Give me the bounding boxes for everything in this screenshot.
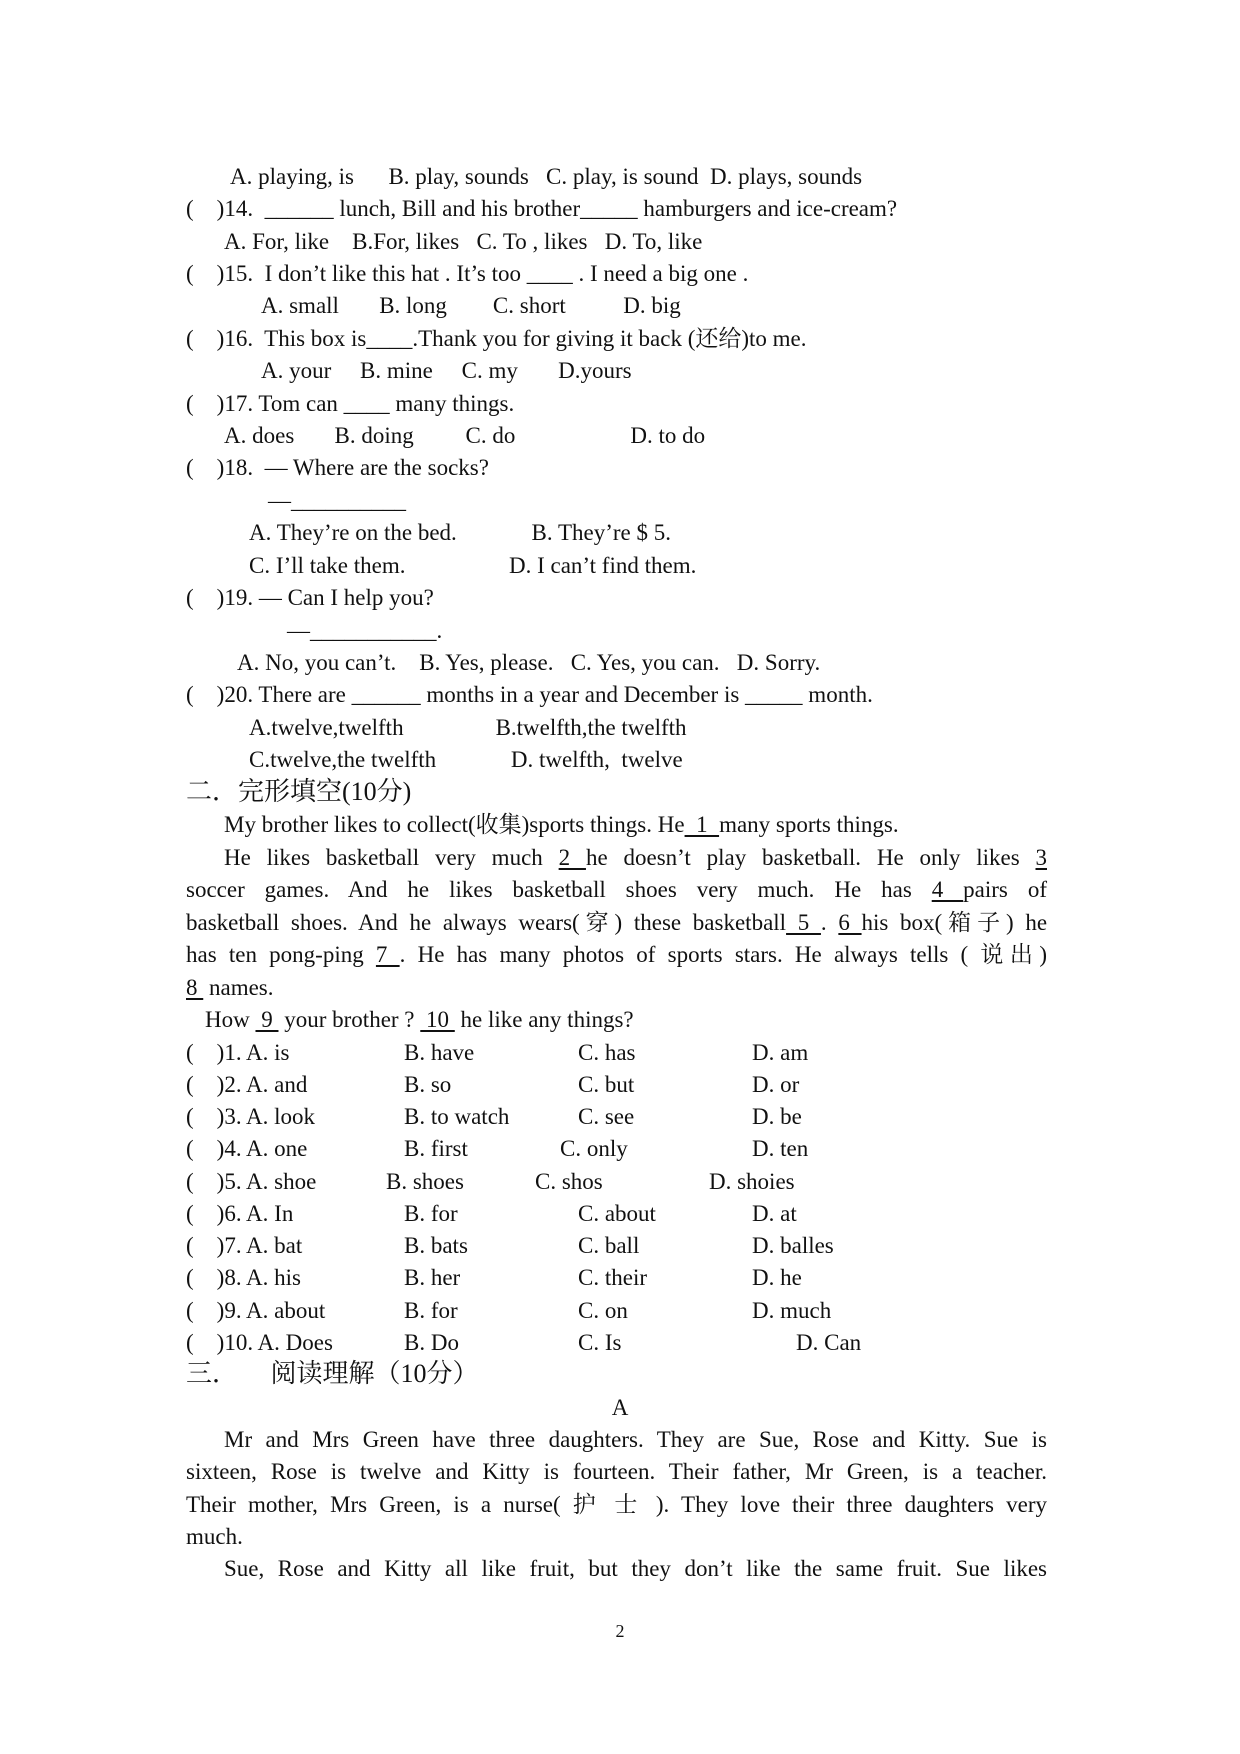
cloze-opt-10-c: C. Is <box>578 1330 622 1355</box>
q15-stem: ( )15. I don’t like this hat . It’s too ____ . I need a big one . <box>186 261 749 286</box>
passage-label: A <box>611 1395 629 1420</box>
cloze-opt-4-b: B. first <box>404 1136 468 1161</box>
blank-6: 6 <box>838 910 862 935</box>
cloze-opt-9-a: ( )9. A. about <box>186 1298 326 1323</box>
cloze-opt-2-c: C. but <box>578 1072 635 1097</box>
cloze-line-7: How 9 your brother ? 10 he like any things? <box>205 1007 634 1032</box>
blank-2: 2 <box>558 845 586 870</box>
q17-options: A. does B. doing C. do D. to do <box>224 423 706 448</box>
reading-line-1: Mr and Mrs Green have three daughters. They are Sue, Rose and Kitty. Sue is <box>224 1427 1047 1452</box>
q15-options: A. small B. long C. short D. big <box>261 293 681 318</box>
section2-title: 二．完形填空(10分) <box>186 777 412 806</box>
cloze-opt-3-a: ( )3. A. look <box>186 1104 316 1129</box>
cloze-opt-5-a: ( )5. A. shoe <box>186 1169 317 1194</box>
q14-options: A. For, like B.For, likes C. To , likes D. To, like <box>224 229 703 254</box>
cloze-opt-9-b: B. for <box>404 1298 458 1323</box>
cloze-line-3: soccer games. And he likes basketball shoes very much. He has 4 pairs of <box>186 877 1047 902</box>
cloze-opt-8-a: ( )8. A. his <box>186 1265 301 1290</box>
q16-options: A. your B. mine C. my D.yours <box>261 358 632 383</box>
q20-stem: ( )20. There are ______ months in a year and December is _____ month. <box>186 682 873 707</box>
q19-stem: ( )19. — Can I help you? <box>186 585 434 610</box>
cloze-opt-9-d: D. much <box>752 1298 832 1323</box>
q20-options-cd: C.twelve,the twelfth D. twelfth, twelve <box>249 747 683 772</box>
cloze-opt-3-c: C. see <box>578 1104 635 1129</box>
cloze-opt-8-b: B. her <box>404 1265 461 1290</box>
cloze-opt-5-d: D. shoies <box>709 1169 795 1194</box>
cloze-opt-10-b: B. Do <box>404 1330 459 1355</box>
cloze-opt-7-d: D. balles <box>752 1233 834 1258</box>
cloze-opt-6-c: C. about <box>578 1201 656 1226</box>
cloze-line-2: He likes basketball very much 2 he doesn’t play basketball. He only likes 3 <box>224 845 1047 870</box>
cloze-opt-1-b: B. have <box>404 1040 475 1065</box>
cloze-line-5: has ten pong-ping 7 . He has many photos of sports stars. He always tells ( 说出) <box>186 942 1047 967</box>
cloze-opt-10-a: ( )10. A. Does <box>186 1330 333 1355</box>
cloze-opt-8-d: D. he <box>752 1265 802 1290</box>
cloze-opt-5-c: C. shos <box>535 1169 603 1194</box>
reading-line-2: sixteen, Rose is twelve and Kitty is fourteen. Their father, Mr Green, is a teacher. <box>186 1459 1047 1484</box>
cloze-opt-7-a: ( )7. A. bat <box>186 1233 303 1258</box>
cloze-opt-4-c: C. only <box>560 1136 628 1161</box>
q18-answer-blank: —__________ <box>268 488 406 513</box>
q17-stem: ( )17. Tom can ____ many things. <box>186 391 515 416</box>
cloze-opt-1-c: C. has <box>578 1040 636 1065</box>
cloze-line-6: 8 names. <box>186 975 274 1000</box>
q16-stem: ( )16. This box is____.Thank you for giving it back (还给)to me. <box>186 326 807 351</box>
reading-line-5: Sue, Rose and Kitty all like fruit, but they don’t like the same fruit. Sue likes <box>224 1556 1047 1581</box>
q14-stem: ( )14. ______ lunch, Bill and his brother_____ hamburgers and ice-cream? <box>186 196 898 221</box>
cloze-opt-5-b: B. shoes <box>386 1169 464 1194</box>
q18-options-ab: A. They’re on the bed. B. They’re $ 5. <box>249 520 671 545</box>
section3-title: 三． 阅读理解（10分） <box>186 1359 479 1388</box>
q18-stem: ( )18. — Where are the socks? <box>186 455 489 480</box>
q19-answer-blank: —___________. <box>287 618 443 643</box>
q18-options-cd: C. I’ll take them. D. I can’t find them. <box>249 553 697 578</box>
q19-options: A. No, you can’t. B. Yes, please. C. Yes, you can. D. Sorry. <box>237 650 821 675</box>
cloze-opt-1-a: ( )1. A. is <box>186 1040 290 1065</box>
blank-8: 8 <box>186 975 204 1000</box>
q20-options-ab: A.twelve,twelfth B.twelfth,the twelfth <box>249 715 687 740</box>
cloze-opt-6-b: B. for <box>404 1201 458 1226</box>
reading-line-4: much. <box>186 1524 243 1549</box>
reading-line-3: Their mother, Mrs Green, is a nurse( 护 士 ). They love their three daughters very <box>186 1492 1047 1517</box>
cloze-opt-9-c: C. on <box>578 1298 628 1323</box>
cloze-line-4: basketball shoes. And he always wears(穿) these basketball 5 . 6 his box(箱子) he <box>186 910 1048 935</box>
blank-7: 7 <box>375 942 400 967</box>
cloze-opt-7-b: B. bats <box>404 1233 468 1258</box>
q13-options: A. playing, is B. play, sounds C. play, is sound D. plays, sounds <box>230 164 863 189</box>
cloze-opt-4-a: ( )4. A. one <box>186 1136 308 1161</box>
cloze-opt-6-a: ( )6. A. In <box>186 1201 294 1226</box>
blank-10: 10 <box>420 1007 455 1032</box>
cloze-opt-10-d: D. Can <box>796 1330 862 1355</box>
cloze-opt-2-a: ( )2. A. and <box>186 1072 308 1097</box>
blank-3: 3 <box>1035 845 1047 870</box>
blank-1: 1 <box>684 812 720 837</box>
blank-4: 4 <box>931 877 964 902</box>
cloze-opt-4-d: D. ten <box>752 1136 809 1161</box>
cloze-opt-7-c: C. ball <box>578 1233 640 1258</box>
cloze-opt-2-d: D. or <box>752 1072 800 1097</box>
cloze-opt-3-d: D. be <box>752 1104 802 1129</box>
cloze-opt-2-b: B. so <box>404 1072 452 1097</box>
cloze-opt-3-b: B. to watch <box>404 1104 510 1129</box>
blank-5: 5 <box>786 910 821 935</box>
blank-9: 9 <box>255 1007 279 1032</box>
cloze-line-1: My brother likes to collect(收集)sports things. He 1 many sports things. <box>224 812 899 837</box>
cloze-opt-1-d: D. am <box>752 1040 809 1065</box>
page-number: 2 <box>615 1621 625 1641</box>
cloze-opt-6-d: D. at <box>752 1201 797 1226</box>
cloze-opt-8-c: C. their <box>578 1265 647 1290</box>
